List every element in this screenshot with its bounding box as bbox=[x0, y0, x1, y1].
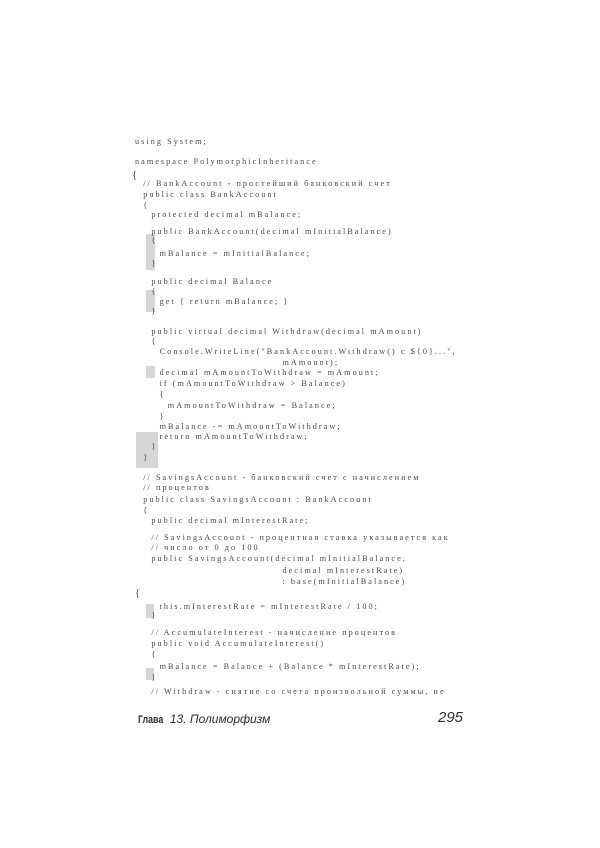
code-line: mAmountToWithdraw = Balance; bbox=[135, 401, 337, 410]
code-line: // AccumulateInterest - начисление процентов bbox=[135, 628, 398, 637]
code-line: // процентов bbox=[135, 483, 211, 492]
code-line: // SavingsAccount - процентная ставка указывается как bbox=[135, 533, 450, 542]
code-line: { bbox=[135, 201, 150, 210]
code-line: namespace PolymorphicInheritance bbox=[135, 157, 318, 166]
code-line: return mAmountToWithdraw; bbox=[135, 432, 309, 441]
code-line: { bbox=[135, 588, 142, 599]
code-line: // BankAccount - простейший банковский счет bbox=[135, 179, 392, 188]
code-line: protected decimal mBalance; bbox=[135, 210, 303, 219]
code-line: } bbox=[135, 611, 158, 620]
code-line: { bbox=[135, 287, 158, 296]
running-footer bbox=[138, 712, 270, 726]
code-line: public void AccumulateInterest() bbox=[135, 639, 326, 648]
page-number: 295 bbox=[438, 709, 464, 726]
code-line: } bbox=[135, 453, 150, 462]
code-line: using System; bbox=[135, 137, 208, 146]
code-line: } bbox=[135, 673, 158, 682]
code-line: public virtual decimal Withdraw(decimal mAmount) bbox=[135, 327, 423, 336]
code-line: { bbox=[135, 390, 166, 399]
chapter-word: Глава bbox=[138, 714, 164, 726]
code-line: public class SavingsAccount : BankAccount bbox=[135, 495, 373, 504]
chapter-title: 13. Полиморфизм bbox=[169, 712, 271, 726]
code-line: mAmount); bbox=[135, 358, 340, 367]
code-line: decimal mInterestRate) bbox=[135, 566, 405, 575]
code-line: } bbox=[135, 442, 158, 451]
code-line: mBalance = mInitialBalance; bbox=[135, 249, 311, 258]
code-line: Console.WriteLine("BankAccount.Withdraw() c ${0}...", bbox=[135, 347, 457, 356]
code-line: public decimal mInterestRate; bbox=[135, 516, 310, 525]
code-line: } bbox=[135, 412, 166, 421]
code-line: { bbox=[135, 506, 150, 515]
code-line: public decimal Balance bbox=[135, 277, 274, 286]
code-line: if (mAmountToWithdraw > Balance) bbox=[135, 379, 347, 388]
code-line: this.mInterestRate = mInterestRate / 100; bbox=[135, 602, 379, 611]
code-line: : base(mInitialBalance) bbox=[135, 577, 407, 586]
code-line: public class BankAccount bbox=[135, 190, 278, 199]
code-line: public BankAccount(decimal mInitialBalance) bbox=[135, 227, 393, 236]
code-line: mBalance -= mAmountToWithdraw; bbox=[135, 422, 342, 431]
code-line: decimal mAmountToWithdraw = mAmount; bbox=[135, 368, 380, 377]
code-line: get { return mBalance; } bbox=[135, 297, 290, 306]
code-line: // SavingsAccount - банковский счет с начислением bbox=[135, 473, 421, 482]
code-line: mBalance = Balance + (Balance * mInterestRate); bbox=[135, 662, 421, 671]
code-line: { bbox=[135, 236, 158, 245]
code-line: } bbox=[135, 307, 158, 316]
code-line: // число от 0 до 100 bbox=[135, 543, 260, 552]
code-line: { bbox=[135, 650, 158, 659]
code-line: // Withdraw - снятие со счета произвольной суммы, не bbox=[135, 687, 446, 696]
code-line: } bbox=[135, 259, 158, 268]
code-line: public SavingsAccount(decimal mInitialBalance, bbox=[135, 554, 407, 563]
code-line: { bbox=[135, 337, 158, 346]
code-line: { bbox=[132, 169, 140, 181]
